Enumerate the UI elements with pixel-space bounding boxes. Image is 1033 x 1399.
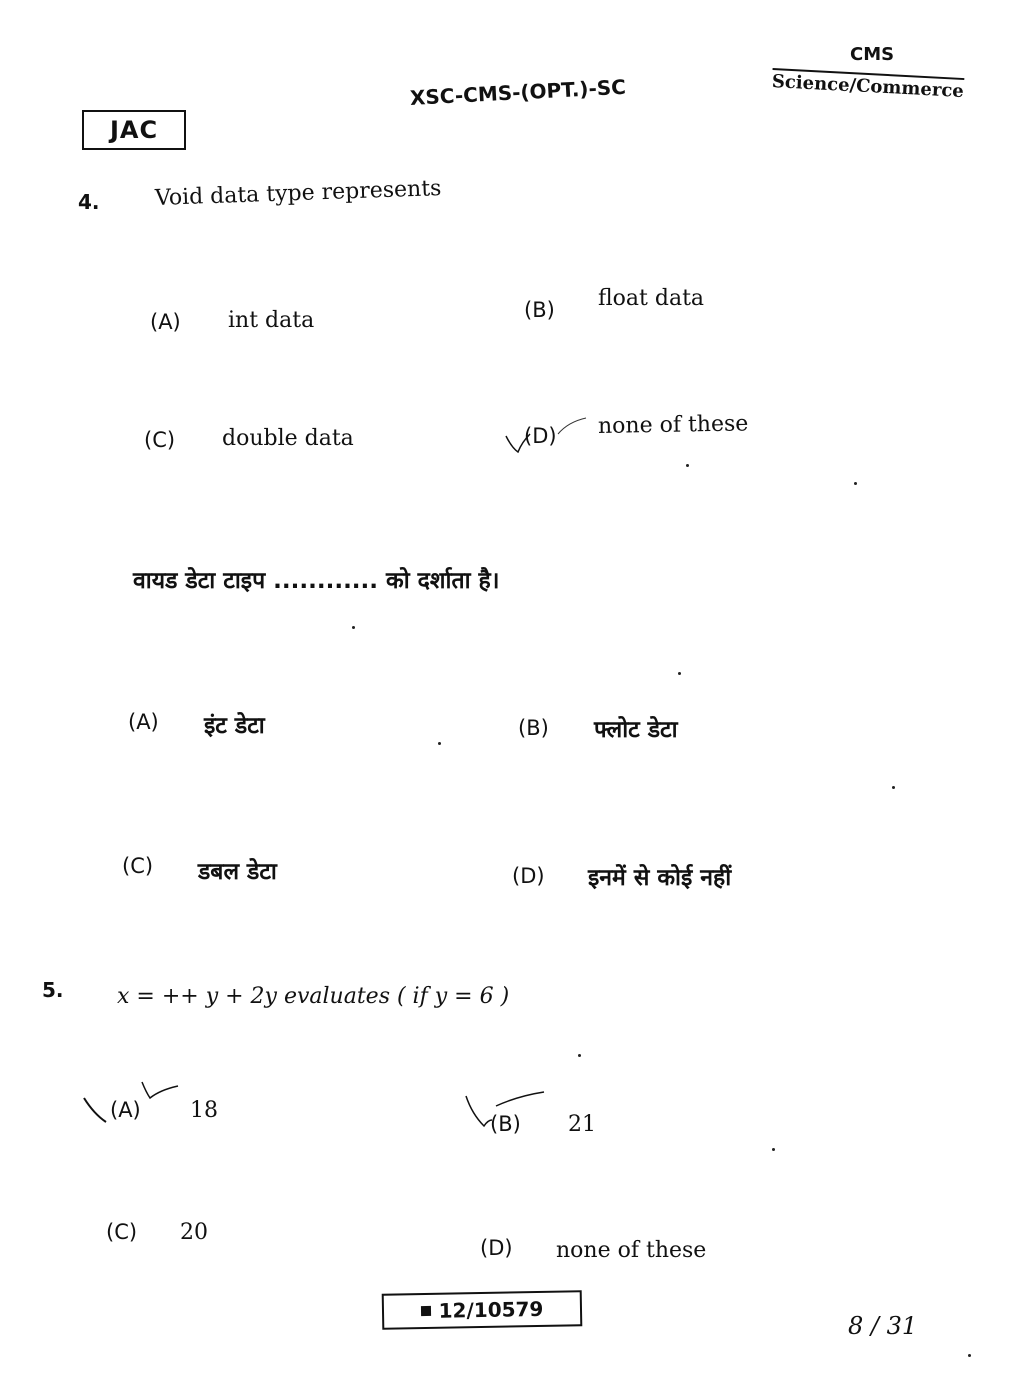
option-label: (C) bbox=[106, 1220, 138, 1244]
option-text: int data bbox=[228, 308, 315, 333]
option-text: none of these bbox=[597, 411, 749, 439]
page-number: 8 / 31 bbox=[848, 1312, 918, 1340]
scan-speck bbox=[352, 626, 355, 629]
option-text-hindi: इंट डेटा bbox=[204, 713, 265, 739]
question-text: x = ++ y + 2y evaluates ( if y = 6 ) bbox=[117, 984, 510, 1009]
option-label: (D) bbox=[480, 1236, 513, 1260]
scan-speck bbox=[892, 786, 895, 789]
scan-speck bbox=[686, 464, 689, 467]
question-number: 5. bbox=[42, 978, 64, 1002]
option-label: (D) bbox=[524, 424, 557, 448]
option-text: float data bbox=[598, 286, 705, 311]
option-label: (B) bbox=[518, 716, 549, 740]
scan-speck bbox=[578, 1054, 581, 1057]
option-label: (C) bbox=[144, 428, 176, 452]
paper-code: XSC-CMS-(OPT.)-SC bbox=[409, 74, 627, 110]
option-label: (B) bbox=[524, 298, 555, 322]
question-text-hindi: वायड डेटा टाइप ............ को दर्शाता है। bbox=[133, 568, 500, 594]
option-text-hindi: फ्लोट डेटा bbox=[594, 717, 678, 743]
option-label: (C) bbox=[122, 854, 154, 878]
option-text: 21 bbox=[568, 1112, 596, 1137]
scan-speck bbox=[772, 1148, 775, 1151]
option-text-hindi: इनमें से कोई नहीं bbox=[588, 865, 732, 891]
scan-speck bbox=[968, 1354, 971, 1357]
subject-code: CMS bbox=[850, 44, 895, 65]
option-label: (A) bbox=[110, 1098, 141, 1122]
option-text-hindi: डबल डेटा bbox=[198, 859, 277, 885]
question-number: 4. bbox=[78, 190, 100, 214]
tick-mark-icon bbox=[462, 1090, 552, 1136]
board-badge: JAC bbox=[82, 110, 186, 150]
scan-speck bbox=[854, 482, 857, 485]
option-label: (B) bbox=[490, 1112, 521, 1136]
stream-label: Science/Commerce bbox=[771, 68, 964, 102]
option-text: none of these bbox=[556, 1238, 707, 1263]
tick-mark-icon bbox=[500, 410, 590, 454]
tick-mark-icon bbox=[80, 1078, 190, 1126]
option-label: (A) bbox=[128, 710, 159, 734]
question-text: Void data type represents bbox=[154, 176, 442, 211]
option-label: (A) bbox=[150, 310, 181, 334]
scan-speck bbox=[678, 672, 681, 675]
serial-number: 12/10579 bbox=[438, 1296, 544, 1323]
square-bullet-icon bbox=[421, 1306, 431, 1316]
serial-number-box bbox=[382, 1290, 583, 1329]
scan-speck bbox=[438, 742, 441, 745]
option-text: 20 bbox=[180, 1220, 208, 1245]
option-text: double data bbox=[222, 426, 354, 451]
option-label: (D) bbox=[512, 864, 545, 888]
option-text: 18 bbox=[190, 1098, 218, 1123]
